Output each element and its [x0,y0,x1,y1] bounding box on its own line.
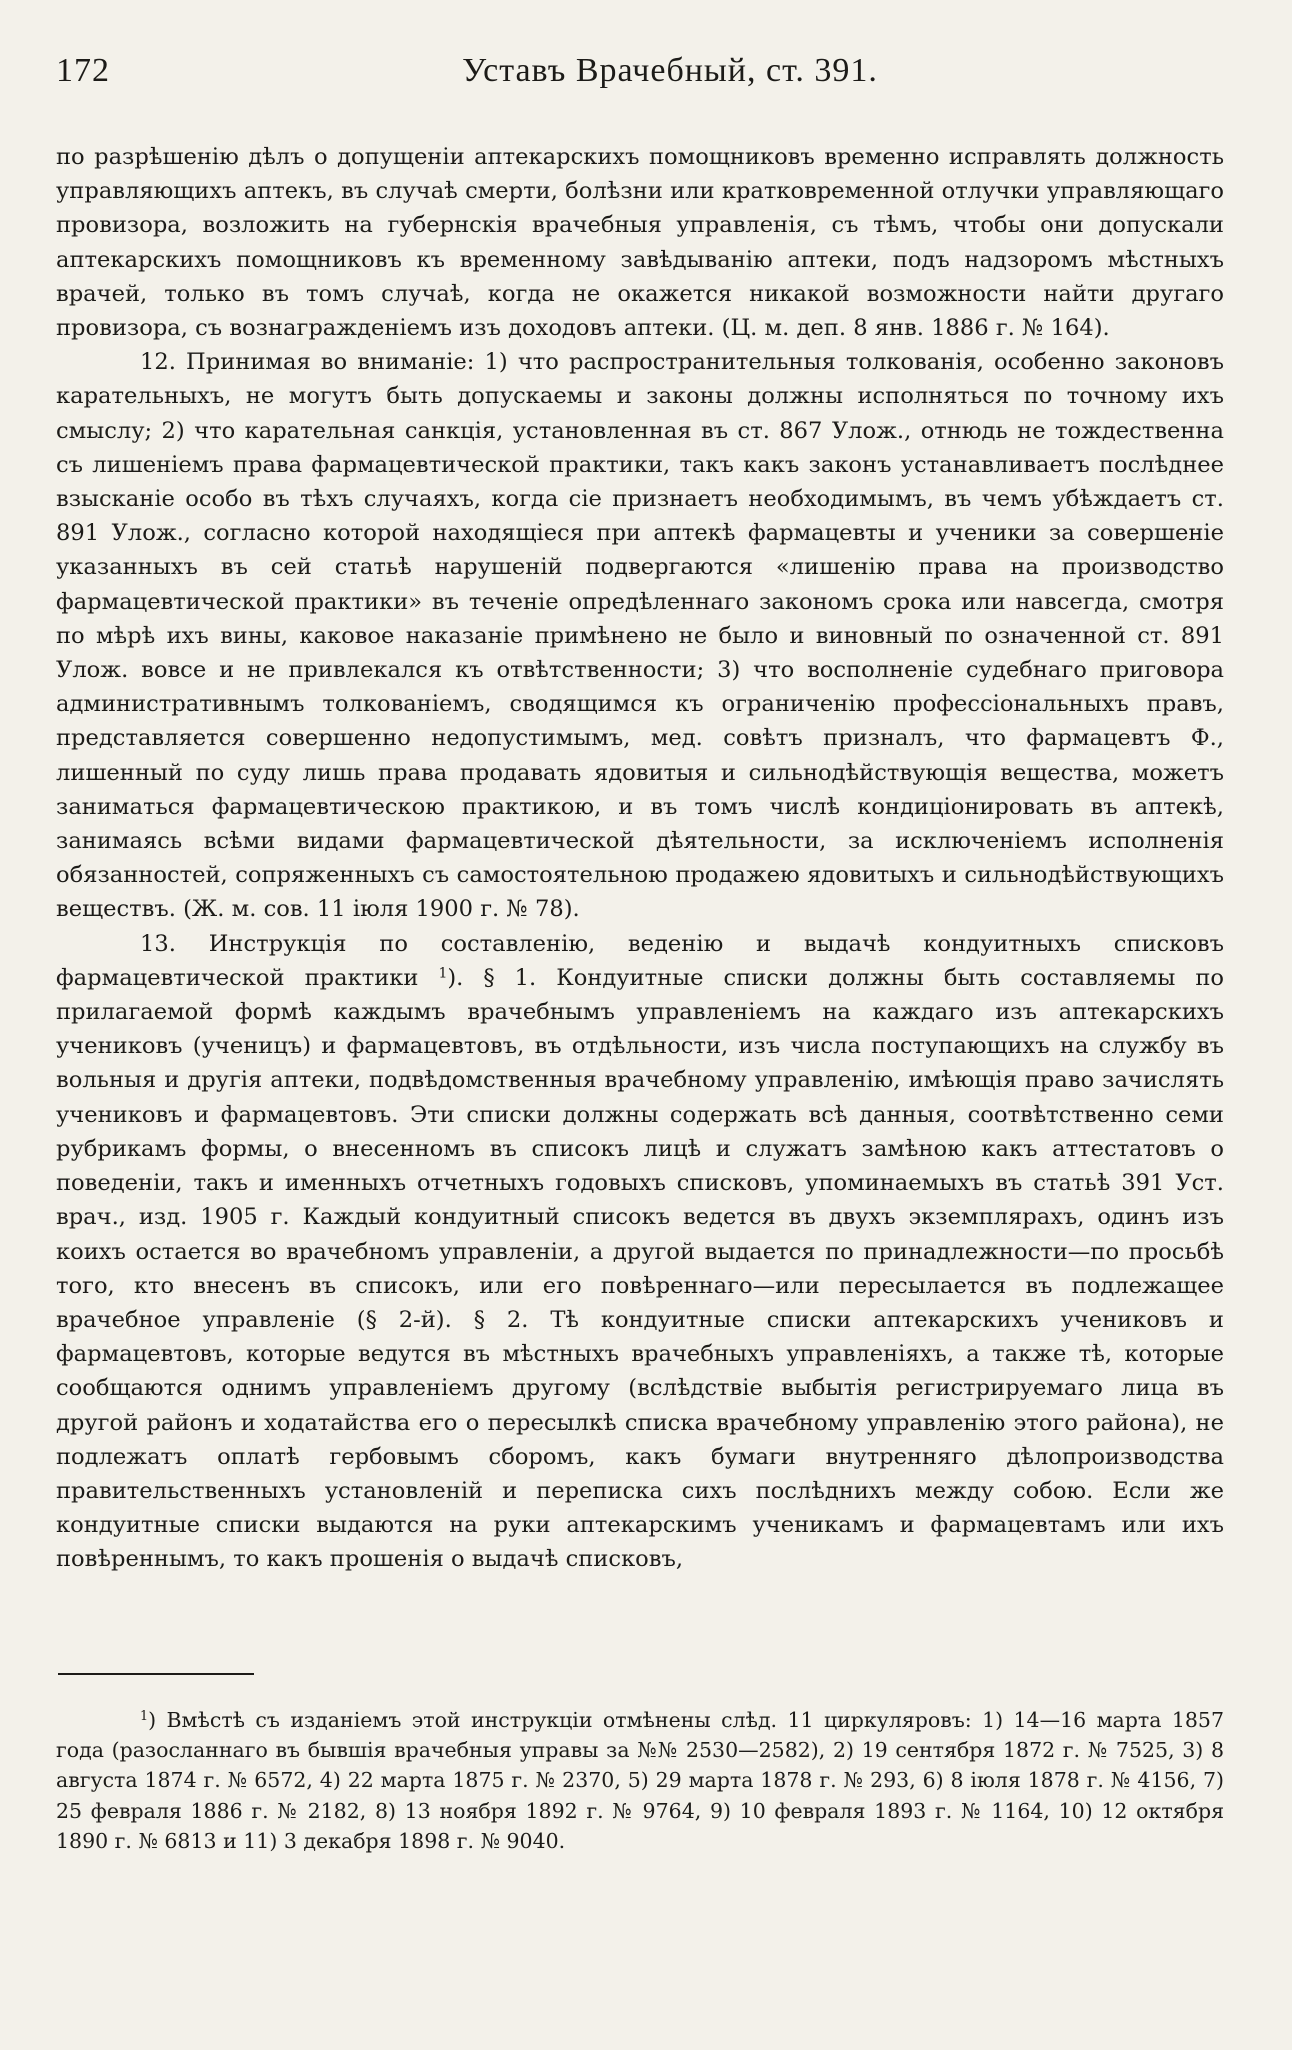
paragraph-13-start: 13. Инструкція по составленію, веденію и выдачѣ кондуитныхъ списковъ фармацевтической практики [56,930,1224,991]
footnote-divider [58,1673,254,1675]
paragraph-13 [56,927,1224,1577]
running-title: Уставъ Врачебный, ст. 391. [462,52,878,89]
page-header [56,52,1224,102]
paragraph-continuation: по разрѣшенію дѣлъ о допущеніи аптекарскихъ помощниковъ временно исправлять должность управляющихъ аптекъ, въ случаѣ смерти, болѣзни или кратковременной отлучки управляющаго провизора, возложить на губернскія врачебныя управленія, съ тѣмъ, чтобы они допускали аптекарскихъ помощниковъ къ временному завѣдыванію аптеки, подъ надзоромъ мѣстныхъ врачей, только въ томъ случаѣ, когда не окажется никакой возможности найти другаго провизора, съ вознагражденіемъ изъ доходовъ аптеки. (Ц. м. деп. 8 янв. 1886 г. № 164). [56,144,1224,342]
paragraph-12: 12. Принимая во вниманіе: 1) что распространительныя толкованія, особенно законовъ карательныхъ, не могутъ быть допускаемы и законы должны исполняться по точному ихъ смыслу; 2) что карательная санкція, установленная въ ст. 867 Улож., отнюдь не тождественна съ лишеніемъ права фармацевтической практики, такъ какъ законъ устанавливаетъ послѣднее взысканіе особо въ тѣхъ случаяхъ, когда сіе признаетъ необходимымъ, въ чемъ убѣждаетъ ст. 891 Улож., согласно которой находящіеся при аптекѣ фармацевты и ученики за совершеніе указанныхъ въ сей статьѣ нарушеній подвергаются «лишенію права на производство фармацевтической практики» въ теченіе опредѣленнаго закономъ срока или навсегда, смотря по мѣрѣ ихъ вины, каковое наказаніе примѣнено не было и виновный по означенной ст. 891 Улож. вовсе и не привлекался къ отвѣтственности; 3) что восполненіе судебнаго приговора административнымъ толкованіемъ, сводящимся къ ограниченію профессіональныхъ правъ, представляется совершенно недопустимымъ, мед. совѣтъ призналъ, что фармацевтъ Ф., лишенный по суду лишь права продавать ядовитыя и сильнодѣйствующія вещества, можетъ заниматься фармацевтическою практикою, и въ томъ числѣ кондиціонировать въ аптекѣ, занимаясь всѣми видами фармацевтической дѣятельности, за исключеніемъ исполненія обязанностей, сопряженныхъ съ самостоятельною продажею ядовитыхъ и сильнодѣйствующихъ веществъ. (Ж. м. сов. 11 іюля 1900 г. № 78). [56,349,1224,923]
footnote-text: ) Вмѣстѣ съ изданіемъ этой инструкціи отмѣнены слѣд. 11 циркуляровъ: 1) 14—16 марта 1857 года (разосланнаго въ бывшія врачебныя управы за №№ 2530—2582), 2) 19 сентября 1872 г. № 7525, 3) 8 августа 1874 г. № 6572, 4) 22 марта 1875 г. № 2370, 5) 29 марта 1878 г. № 293, 6) 8 іюля 1878 г. № 4156, 7) 25 февраля 1886 г. № 2182, 8) 13 ноября 1892 г. № 9764, 9) 10 февраля 1893 г. № 1164, 10) 12 октября 1890 г. № 6813 и 11) 3 декабря 1898 г. № 9040. [56,1707,1224,1854]
main-text [56,140,1224,1577]
footnote-reference: 1 [438,965,448,982]
book-page [56,52,1224,1857]
footnote-text-block [56,1705,1224,1857]
footnote-marker: 1 [140,1707,149,1723]
footnote [56,1705,1224,1857]
paragraph-13-rest: ). § 1. Кондуитные списки должны быть составляемы по прилагаемой формѣ каждымъ врачебнымъ управленіемъ на каждаго изъ аптекарскихъ учениковъ (ученицъ) и фармацевтовъ, въ отдѣльности, изъ числа поступающихъ на службу въ вольныя и другія аптеки, подвѣдомственныя врачебному управленію, имѣющія право зачислять учениковъ и фармацевтовъ. Эти списки должны содержать всѣ данныя, соотвѣтственно семи рубрикамъ формы, о внесенномъ въ списокъ лицѣ и служатъ замѣною какъ аттестатовъ о поведеніи, такъ и именныхъ отчетныхъ годовыхъ списковъ, упоминаемыхъ въ статьѣ 391 Уст. врач., изд. 1905 г. Каждый кондуитный списокъ ведется въ двухъ экземплярахъ, одинъ изъ коихъ остается во врачебномъ управленіи, а другой выдается по принадлежности—по просьбѣ того, кто внесенъ въ списокъ, или его повѣреннаго—или пересылается въ подлежащее врачебное управленіе (§ 2-й). § 2. Тѣ кондуитные списки аптекарскихъ учениковъ и фармацевтовъ, которые ведутся въ мѣстныхъ врачебныхъ управленіяхъ, а также тѣ, которые сообщаются однимъ управленіемъ другому (вслѣдствіе выбытія регистрируемаго лица въ другой районъ и ходатайства его о пересылкѣ списка врачебному управленію этого района), не подлежатъ оплатѣ гербовымъ сборомъ, какъ бумаги внутренняго дѣлопроизводства правительственныхъ установленій и переписка сихъ послѣднихъ между собою. Если же кондуитные списки выдаются на руки аптекарскимъ ученикамъ и фармацевтамъ или ихъ повѣреннымъ, то какъ прошенія о выдачѣ списковъ, [56,964,1224,1573]
page-number: 172 [56,52,110,89]
